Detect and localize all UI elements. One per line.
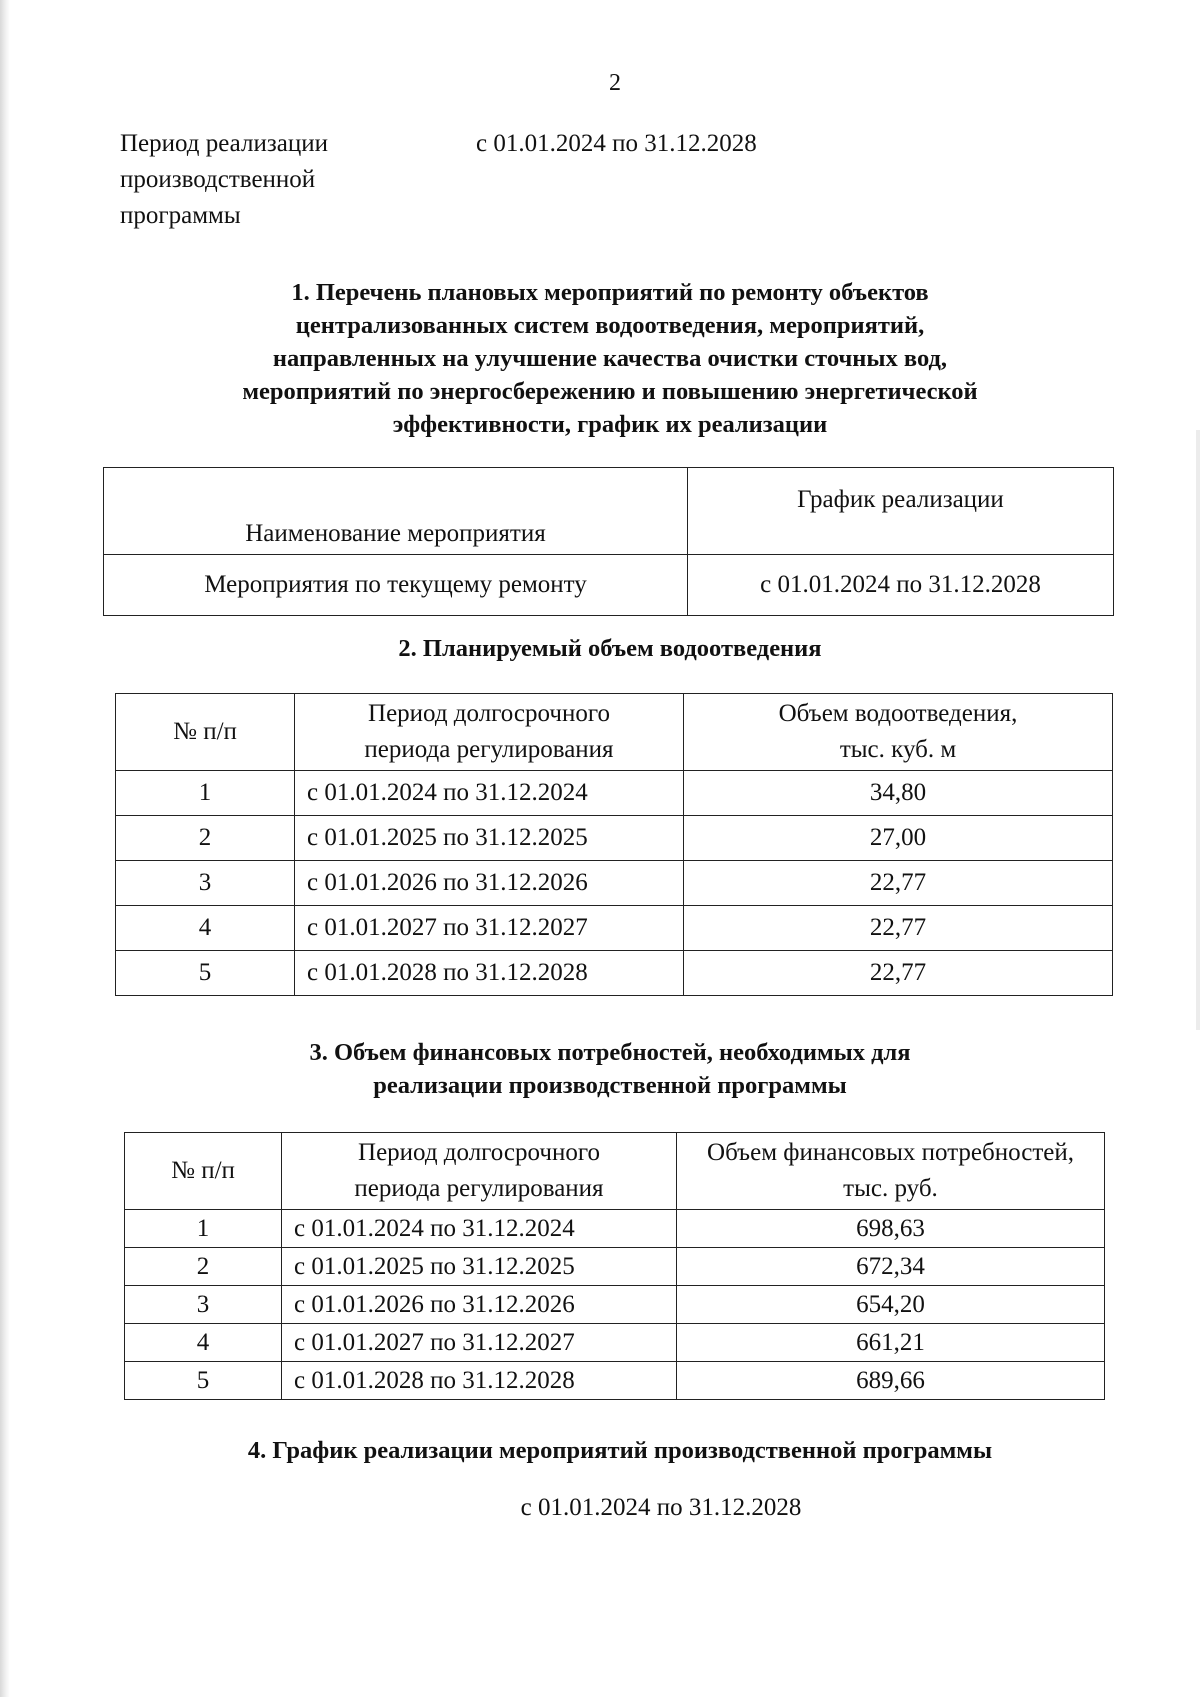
table-cell: 5 [125, 1362, 282, 1400]
table-row [116, 951, 1113, 996]
header-line: периода регулирования [364, 736, 614, 763]
section4-title: 4. График реализации мероприятий производственной программы [247, 1437, 993, 1464]
section3-title-line: реализации производственной программы [373, 1072, 847, 1099]
table-row [116, 816, 1113, 861]
table-cell: 698,63 [677, 1210, 1105, 1248]
table-cell: 2 [116, 816, 295, 861]
section4-period: с 01.01.2024 по 31.12.2028 [520, 1494, 802, 1521]
table-cell: 22,77 [684, 906, 1113, 951]
page-number: 2 [609, 70, 621, 96]
scan-edge-shadow [0, 0, 10, 1697]
table-cell: с 01.01.2027 по 31.12.2027 [295, 906, 684, 951]
section2-title: 2. Планируемый объем водоотведения [398, 635, 822, 662]
column-header-measure-name: Наименование мероприятия [104, 468, 688, 555]
table-cell: 22,77 [684, 861, 1113, 906]
table-row [125, 1362, 1105, 1400]
program-period-label-line: производственной [120, 166, 316, 193]
table-cell: 689,66 [677, 1362, 1105, 1400]
table-header-row [104, 468, 1114, 555]
column-header-volume [684, 694, 1113, 771]
financial-needs-table [124, 1132, 1105, 1400]
section1-title-line: 1. Перечень плановых мероприятий по ремонту объектов [291, 279, 929, 306]
header-line: Объем финансовых потребностей, [707, 1139, 1074, 1166]
table-row [125, 1248, 1105, 1286]
section1-title-line: мероприятий по энергосбережению и повышению энергетической [242, 378, 978, 405]
table-row [104, 555, 1114, 616]
table-cell: с 01.01.2026 по 31.12.2026 [282, 1286, 677, 1324]
table-cell: 4 [125, 1324, 282, 1362]
header-line: периода регулирования [354, 1175, 604, 1202]
program-period-label-line: Период реализации [120, 130, 328, 157]
table-cell: 5 [116, 951, 295, 996]
table-cell: 672,34 [677, 1248, 1105, 1286]
table-cell: с 01.01.2024 по 31.12.2024 [295, 771, 684, 816]
program-period-label-line: программы [120, 202, 241, 229]
table-row [116, 861, 1113, 906]
table-row [125, 1324, 1105, 1362]
table-cell: 34,80 [684, 771, 1113, 816]
column-header-schedule: График реализации [688, 468, 1114, 555]
table-cell: с 01.01.2024 по 31.12.2024 [282, 1210, 677, 1248]
table-cell: с 01.01.2028 по 31.12.2028 [282, 1362, 677, 1400]
table-header-row [116, 694, 1113, 771]
table-cell: 4 [116, 906, 295, 951]
table-cell: с 01.01.2025 по 31.12.2025 [282, 1248, 677, 1286]
table-cell: с 01.01.2024 по 31.12.2028 [688, 555, 1114, 616]
program-period-value: с 01.01.2024 по 31.12.2028 [476, 130, 757, 157]
table-cell: 3 [125, 1286, 282, 1324]
table-cell: с 01.01.2025 по 31.12.2025 [295, 816, 684, 861]
table-row [116, 771, 1113, 816]
section1-title-line: направленных на улучшение качества очистки сточных вод, [272, 345, 948, 372]
column-header-period [282, 1133, 677, 1210]
column-header-number: № п/п [125, 1133, 282, 1210]
table-cell: 1 [116, 771, 295, 816]
table-cell: с 01.01.2028 по 31.12.2028 [295, 951, 684, 996]
header-line: тыс. руб. [843, 1175, 938, 1202]
header-line: Период долгосрочного [368, 700, 610, 727]
table-cell: 654,20 [677, 1286, 1105, 1324]
section1-title-line: эффективности, график их реализации [392, 411, 828, 438]
column-header-financial-volume [677, 1133, 1105, 1210]
repair-measures-table [103, 467, 1114, 616]
section3-title-line: 3. Объем финансовых потребностей, необходимых для [309, 1039, 911, 1066]
table-cell: с 01.01.2026 по 31.12.2026 [295, 861, 684, 906]
table-cell: 2 [125, 1248, 282, 1286]
table-row [125, 1210, 1105, 1248]
section1-title-line: централизованных систем водоотведения, мероприятий, [295, 312, 925, 339]
column-header-number: № п/п [116, 694, 295, 771]
table-cell: 3 [116, 861, 295, 906]
table-cell: 1 [125, 1210, 282, 1248]
section1-title [150, 276, 1070, 441]
table-cell: 27,00 [684, 816, 1113, 861]
header-line: Период долгосрочного [358, 1139, 600, 1166]
scan-edge-right [1196, 430, 1200, 1030]
table-row [125, 1286, 1105, 1324]
table-cell: 661,21 [677, 1324, 1105, 1362]
table-row [116, 906, 1113, 951]
table-cell: с 01.01.2027 по 31.12.2027 [282, 1324, 677, 1362]
column-header-period [295, 694, 684, 771]
table-cell: 22,77 [684, 951, 1113, 996]
water-disposal-volume-table [115, 693, 1113, 996]
section3-title [150, 1036, 1070, 1102]
program-period-label [120, 126, 420, 234]
table-cell: Мероприятия по текущему ремонту [104, 555, 688, 616]
header-line: тыс. куб. м [839, 736, 957, 763]
header-line: Объем водоотведения, [778, 700, 1018, 727]
table-header-row [125, 1133, 1105, 1210]
